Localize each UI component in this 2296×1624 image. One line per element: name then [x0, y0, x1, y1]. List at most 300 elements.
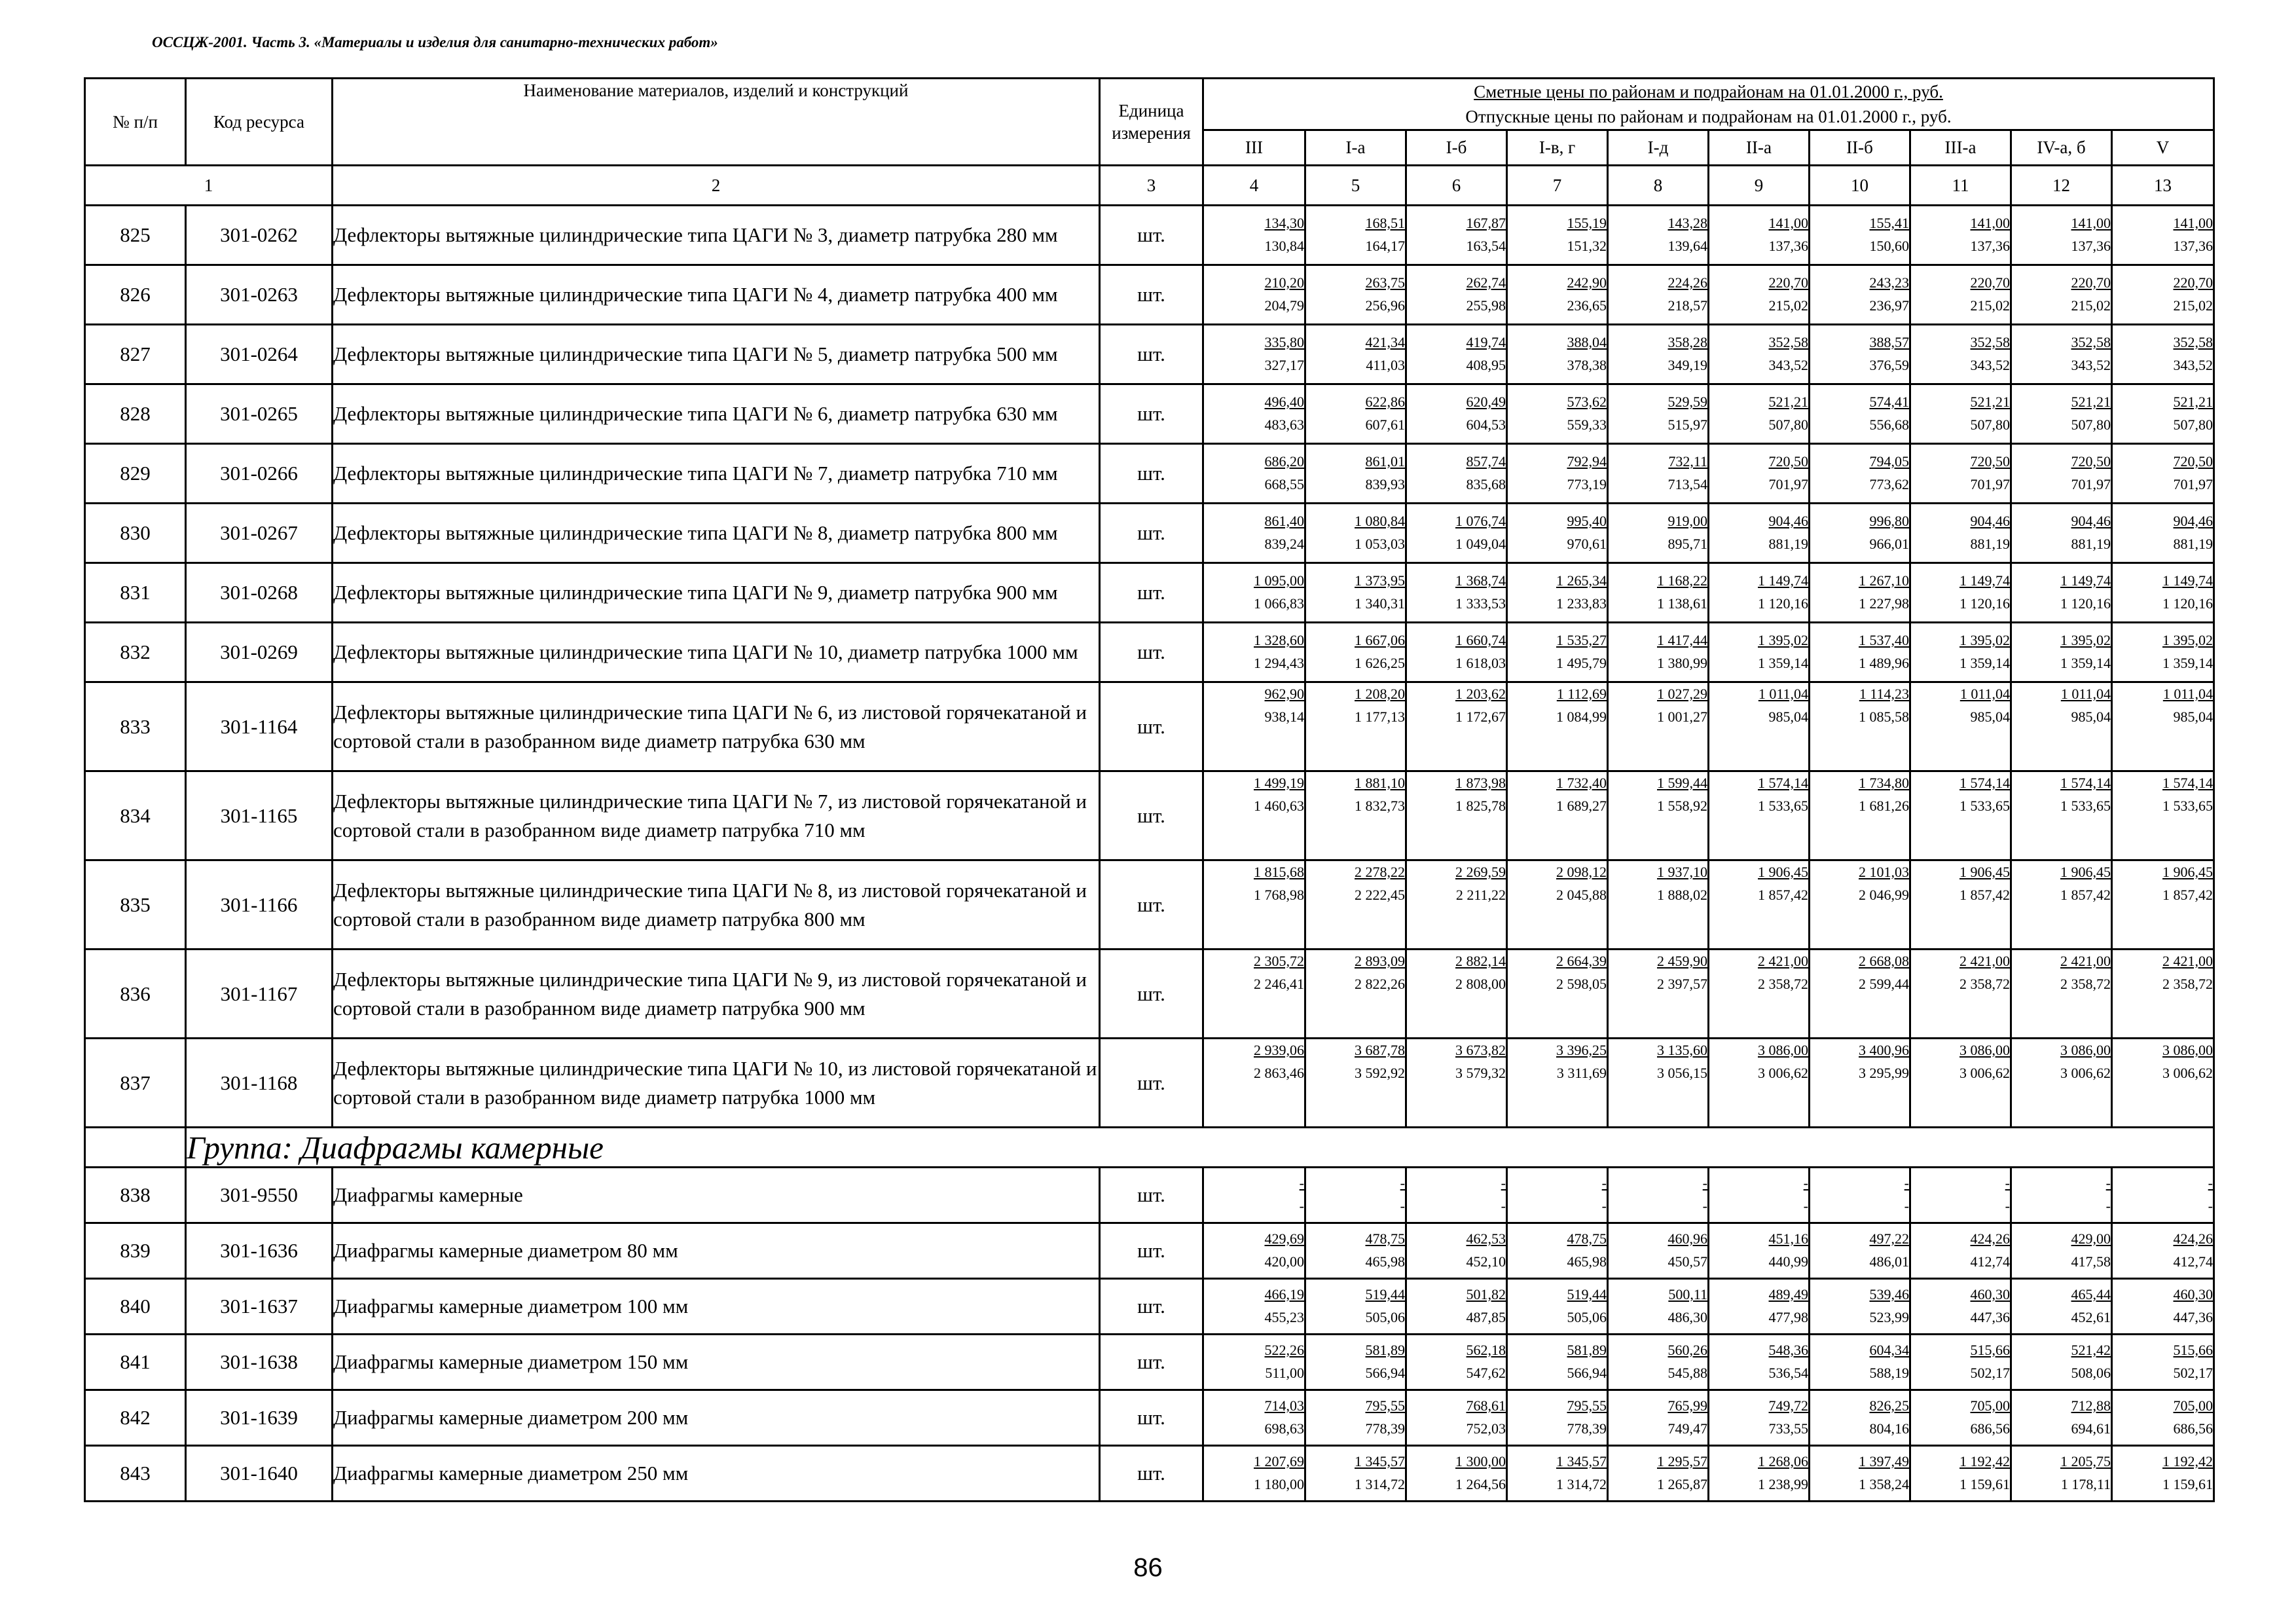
price-cell	[1910, 325, 2011, 384]
price-cell	[2011, 504, 2112, 563]
price-cell	[1608, 771, 1709, 860]
price-cell	[1608, 1223, 1709, 1279]
estimate-price: 2 939,06	[1254, 1042, 1304, 1058]
price-cell	[2011, 1039, 2112, 1128]
price-title-release: Отпускные цены по районам и подрайонам на 01.01.2000 г., руб.	[1465, 107, 1952, 126]
estimate-price: 2 421,00	[2162, 953, 2213, 969]
release-price: 343,52	[1768, 357, 1808, 373]
estimate-price: 3 086,00	[2060, 1042, 2111, 1058]
release-price: 137,36	[2071, 238, 2111, 254]
price-cell	[1910, 206, 2011, 265]
table-row	[85, 860, 2214, 950]
estimate-price: 429,00	[2071, 1230, 2111, 1247]
estimate-price: 2 893,09	[1355, 953, 1405, 969]
price-cell	[1305, 682, 1406, 771]
table-row	[85, 563, 2214, 623]
estimate-price: 705,00	[1970, 1397, 2010, 1414]
price-cell	[1406, 771, 1507, 860]
release-price: 139,64	[1667, 238, 1707, 254]
col-header-num: № п/п	[85, 79, 186, 166]
estimate-price: 421,34	[1365, 334, 1405, 350]
unit: шт.	[1100, 1168, 1203, 1223]
price-cell	[2011, 1335, 2112, 1390]
estimate-price: 1 660,74	[1455, 632, 1506, 648]
price-cell	[1709, 384, 1810, 444]
release-price: 450,57	[1667, 1253, 1707, 1270]
release-price: 881,19	[1768, 536, 1808, 552]
release-price: 327,17	[1264, 357, 1304, 373]
estimate-price: 497,22	[1869, 1230, 1909, 1247]
estimate-price: 1 149,74	[2060, 572, 2111, 589]
page-number: 86	[1133, 1553, 1163, 1582]
table-row	[85, 384, 2214, 444]
release-price: 150,60	[1869, 238, 1909, 254]
price-cell	[1709, 950, 1810, 1039]
release-price: 938,14	[1264, 709, 1304, 725]
estimate-price: 1 574,14	[1959, 775, 2010, 791]
price-cell	[1203, 265, 1305, 325]
estimate-price: 2 421,00	[2060, 953, 2111, 969]
price-cell	[2011, 265, 2112, 325]
estimate-price: 1 114,23	[1859, 686, 1909, 702]
item-name: Дефлекторы вытяжные цилиндрические типа ЦАГИ № 10, из листовой горячекатаной и сортовой стали в разобранном виде диаметр патрубка 1000 мм	[333, 1039, 1100, 1128]
estimate-price: -	[1904, 1175, 1909, 1191]
estimate-price: 155,41	[1869, 215, 1909, 231]
price-cell	[1305, 771, 1406, 860]
estimate-price: 462,53	[1466, 1230, 1506, 1247]
column-number: 4	[1203, 166, 1305, 206]
release-price: -	[1601, 1198, 1607, 1214]
price-cell	[1507, 1335, 1608, 1390]
release-price: 1 681,26	[1859, 798, 1909, 814]
estimate-price: 220,70	[2071, 274, 2111, 291]
column-number: 9	[1709, 166, 1810, 206]
price-cell	[1709, 1390, 1810, 1446]
estimate-price: 1 368,74	[1455, 572, 1506, 589]
price-cell	[1305, 384, 1406, 444]
price-cell	[1910, 1446, 2011, 1502]
estimate-price: 1 395,02	[1758, 632, 1808, 648]
release-price: 1 359,14	[2162, 655, 2213, 671]
release-price: 686,56	[1970, 1420, 2010, 1437]
release-price: 502,17	[1970, 1365, 2010, 1381]
item-name: Дефлекторы вытяжные цилиндрические типа ЦАГИ № 6, из листовой горячекатаной и сортовой стали в разобранном виде диаметр патрубка 630 мм	[333, 682, 1100, 771]
price-cell	[2011, 206, 2112, 265]
release-price: 1 085,58	[1859, 709, 1909, 725]
price-cell	[1810, 623, 1910, 682]
estimate-price: 1 265,34	[1556, 572, 1607, 589]
release-price: 465,98	[1365, 1253, 1405, 1270]
price-cell	[1709, 1446, 1810, 1502]
release-price: -	[2005, 1198, 2010, 1214]
price-cell	[1810, 1335, 1910, 1390]
price-cell	[1507, 1223, 1608, 1279]
unit: шт.	[1100, 682, 1203, 771]
table-row	[85, 1168, 2214, 1223]
price-cell	[2112, 771, 2214, 860]
price-cell	[2011, 1390, 2112, 1446]
release-price: 2 045,88	[1556, 887, 1607, 903]
release-price: 2 222,45	[1355, 887, 1405, 903]
release-price: 1 233,83	[1556, 595, 1607, 612]
estimate-price: -	[1299, 1175, 1304, 1191]
price-cell	[1810, 1039, 1910, 1128]
estimate-price: 2 664,39	[1556, 953, 1607, 969]
item-name: Диафрагмы камерные диаметром 100 мм	[333, 1279, 1100, 1335]
release-price: 588,19	[1869, 1365, 1909, 1381]
price-cell	[2011, 384, 2112, 444]
resource-code: 301-1164	[186, 682, 333, 771]
release-price: -	[1904, 1198, 1909, 1214]
price-cell	[1910, 771, 2011, 860]
estimate-price: 1 373,95	[1355, 572, 1405, 589]
estimate-price: 521,21	[1768, 394, 1808, 410]
region-header: V	[2112, 130, 2214, 166]
estimate-price: 712,88	[2071, 1397, 2111, 1414]
estimate-price: 3 135,60	[1657, 1042, 1707, 1058]
price-cell	[1608, 325, 1709, 384]
estimate-price: 1 345,57	[1556, 1453, 1607, 1469]
row-number: 842	[85, 1390, 186, 1446]
release-price: 3 056,15	[1657, 1065, 1707, 1081]
estimate-price: 857,74	[1466, 453, 1506, 470]
price-cell	[1709, 206, 1810, 265]
estimate-price: 1 011,04	[1758, 686, 1808, 702]
price-cell	[1406, 1168, 1507, 1223]
estimate-price: 1 906,45	[2162, 864, 2213, 880]
row-number: 829	[85, 444, 186, 504]
price-cell	[1910, 1390, 2011, 1446]
price-cell	[1203, 1223, 1305, 1279]
release-price: 1 825,78	[1455, 798, 1506, 814]
release-price: 256,96	[1365, 297, 1405, 314]
estimate-price: 581,89	[1567, 1342, 1607, 1358]
estimate-price: 1 207,69	[1254, 1453, 1304, 1469]
price-cell	[1305, 950, 1406, 1039]
price-cell	[2011, 771, 2112, 860]
release-price: 1 857,42	[1758, 887, 1808, 903]
price-cell	[1203, 860, 1305, 950]
estimate-price: 424,26	[2173, 1230, 2213, 1247]
estimate-price: 521,21	[1970, 394, 2010, 410]
release-price: 1 265,87	[1657, 1476, 1707, 1492]
release-price: 1 049,04	[1455, 536, 1506, 552]
estimate-price: 539,46	[1869, 1286, 1909, 1302]
price-cell	[1305, 1168, 1406, 1223]
region-header: I-б	[1406, 130, 1507, 166]
price-cell	[1305, 504, 1406, 563]
estimate-price: 995,40	[1567, 513, 1607, 529]
release-price: 778,39	[1567, 1420, 1607, 1437]
release-price: 343,52	[2173, 357, 2213, 373]
item-name: Дефлекторы вытяжные цилиндрические типа ЦАГИ № 5, диаметр патрубка 500 мм	[333, 325, 1100, 384]
estimate-price: 861,01	[1365, 453, 1405, 470]
estimate-price: -	[1601, 1175, 1607, 1191]
row-number: 837	[85, 1039, 186, 1128]
release-price: 1 178,11	[2060, 1476, 2111, 1492]
estimate-price: 521,21	[2173, 394, 2213, 410]
estimate-price: 826,25	[1869, 1397, 1909, 1414]
price-cell	[1910, 444, 2011, 504]
release-price: 1 857,42	[2162, 887, 2213, 903]
release-price: 778,39	[1365, 1420, 1405, 1437]
release-price: 2 211,22	[1455, 887, 1506, 903]
price-cell	[1608, 384, 1709, 444]
resource-code: 301-0262	[186, 206, 333, 265]
release-price: 895,71	[1667, 536, 1707, 552]
estimate-price: 460,96	[1667, 1230, 1707, 1247]
region-header: I-д	[1608, 130, 1709, 166]
price-cell	[1709, 1223, 1810, 1279]
estimate-price: 996,80	[1869, 513, 1909, 529]
release-price: 1 172,67	[1455, 709, 1506, 725]
release-price: 408,95	[1466, 357, 1506, 373]
estimate-price: 1 397,49	[1859, 1453, 1909, 1469]
price-cell	[1709, 504, 1810, 563]
release-price: 215,02	[1970, 297, 2010, 314]
price-cell	[1203, 950, 1305, 1039]
release-price: 452,61	[2071, 1309, 2111, 1325]
price-cell	[1810, 1390, 1910, 1446]
unit: шт.	[1100, 265, 1203, 325]
price-cell	[1406, 504, 1507, 563]
estimate-price: 134,30	[1264, 215, 1304, 231]
estimate-price: 1 267,10	[1859, 572, 1909, 589]
estimate-price: 1 732,40	[1556, 775, 1607, 791]
item-name: Дефлекторы вытяжные цилиндрические типа ЦАГИ № 7, диаметр патрубка 710 мм	[333, 444, 1100, 504]
column-number: 2	[333, 166, 1100, 206]
region-header: III-а	[1910, 130, 2011, 166]
estimate-price: 519,44	[1567, 1286, 1607, 1302]
release-price: 545,88	[1667, 1365, 1707, 1381]
price-cell	[1910, 1039, 2011, 1128]
estimate-price: 1 395,02	[2060, 632, 2111, 648]
price-cell	[1608, 1390, 1709, 1446]
release-price: 1 768,98	[1254, 887, 1304, 903]
estimate-price: 3 673,82	[1455, 1042, 1506, 1058]
release-price: 1 558,92	[1657, 798, 1707, 814]
column-number: 8	[1608, 166, 1709, 206]
resource-code: 301-1167	[186, 950, 333, 1039]
release-price: 505,06	[1567, 1309, 1607, 1325]
row-number: 838	[85, 1168, 186, 1223]
estimate-price: 388,57	[1869, 334, 1909, 350]
estimate-price: 335,80	[1264, 334, 1304, 350]
region-header: IV-а, б	[2011, 130, 2112, 166]
price-cell	[1406, 444, 1507, 504]
estimate-price: 904,46	[2071, 513, 2111, 529]
release-price: -	[1400, 1198, 1405, 1214]
estimate-price: 686,20	[1264, 453, 1304, 470]
price-cell	[1608, 563, 1709, 623]
price-cell	[1406, 325, 1507, 384]
estimate-price: 521,42	[2071, 1342, 2111, 1358]
release-price: 507,80	[2071, 416, 2111, 433]
release-price: 970,61	[1567, 536, 1607, 552]
release-price: 412,74	[1970, 1253, 2010, 1270]
release-price: 255,98	[1466, 297, 1506, 314]
release-price: 3 295,99	[1859, 1065, 1909, 1081]
estimate-price: 1 537,40	[1859, 632, 1909, 648]
price-cell	[2011, 860, 2112, 950]
price-cell	[1305, 1446, 1406, 1502]
price-cell	[1406, 265, 1507, 325]
release-price: 130,84	[1264, 238, 1304, 254]
estimate-price: 496,40	[1264, 394, 1304, 410]
table-row	[85, 1390, 2214, 1446]
price-cell	[1203, 771, 1305, 860]
estimate-price: 168,51	[1365, 215, 1405, 231]
price-cell	[2112, 563, 2214, 623]
price-cell	[1608, 623, 1709, 682]
price-cell	[1406, 563, 1507, 623]
release-price: 2 246,41	[1254, 976, 1304, 992]
table-row	[85, 1446, 2214, 1502]
estimate-price: 466,19	[1264, 1286, 1304, 1302]
price-cell	[1507, 444, 1608, 504]
row-number: 832	[85, 623, 186, 682]
estimate-price: 1 535,27	[1556, 632, 1607, 648]
price-cell	[1709, 265, 1810, 325]
price-cell	[1810, 1168, 1910, 1223]
col-header-prices	[1203, 79, 2214, 130]
price-cell	[1203, 206, 1305, 265]
release-price: 452,10	[1466, 1253, 1506, 1270]
resource-code: 301-1638	[186, 1335, 333, 1390]
release-price: 349,19	[1667, 357, 1707, 373]
estimate-price: 501,82	[1466, 1286, 1506, 1302]
release-price: 2 358,72	[1959, 976, 2010, 992]
resource-code: 301-0267	[186, 504, 333, 563]
release-price: 343,52	[1970, 357, 2010, 373]
item-name: Дефлекторы вытяжные цилиндрические типа ЦАГИ № 7, из листовой горячекатаной и сортовой стали в разобранном виде диаметр патрубка 710 мм	[333, 771, 1100, 860]
release-price: 137,36	[1768, 238, 1808, 254]
estimate-price: -	[2105, 1175, 2111, 1191]
estimate-price: 548,36	[1768, 1342, 1808, 1358]
release-price: 3 006,62	[2060, 1065, 2111, 1081]
release-price: 1 857,42	[1959, 887, 2010, 903]
price-cell	[2011, 1223, 2112, 1279]
column-number: 6	[1406, 166, 1507, 206]
estimate-price: 1 300,00	[1455, 1453, 1506, 1469]
release-price: 2 358,72	[2060, 976, 2111, 992]
release-price: 215,02	[2173, 297, 2213, 314]
price-cell	[1810, 444, 1910, 504]
estimate-price: 1 906,45	[1959, 864, 2010, 880]
price-cell	[1507, 504, 1608, 563]
release-price: 1 380,99	[1657, 655, 1707, 671]
estimate-price: 574,41	[1869, 394, 1909, 410]
estimate-price: 465,44	[2071, 1286, 2111, 1302]
unit: шт.	[1100, 1335, 1203, 1390]
release-price: 547,62	[1466, 1365, 1506, 1381]
unit: шт.	[1100, 623, 1203, 682]
release-price: 1 227,98	[1859, 595, 1909, 612]
price-cell	[2011, 325, 2112, 384]
estimate-price: 220,70	[1768, 274, 1808, 291]
col-header-name: Наименование материалов, изделий и конструкций	[333, 79, 1100, 166]
release-price: 420,00	[1264, 1253, 1304, 1270]
unit: шт.	[1100, 860, 1203, 950]
release-price: 835,68	[1466, 476, 1506, 492]
price-cell	[1507, 1390, 1608, 1446]
table-row	[85, 682, 2214, 771]
resource-code: 301-1168	[186, 1039, 333, 1128]
price-cell	[2011, 1279, 2112, 1335]
table-row	[85, 504, 2214, 563]
column-number: 10	[1810, 166, 1910, 206]
column-number: 12	[2011, 166, 2112, 206]
release-price: 236,65	[1567, 297, 1607, 314]
item-name: Дефлекторы вытяжные цилиндрические типа ЦАГИ № 4, диаметр патрубка 400 мм	[333, 265, 1100, 325]
price-cell	[1305, 623, 1406, 682]
estimate-price: 2 101,03	[1859, 864, 1909, 880]
estimate-price: 220,70	[1970, 274, 2010, 291]
price-cell	[1608, 504, 1709, 563]
estimate-price: 352,58	[2071, 334, 2111, 350]
estimate-price: 720,50	[1768, 453, 1808, 470]
release-price: 2 822,26	[1355, 976, 1405, 992]
price-cell	[2112, 206, 2214, 265]
table-body	[85, 206, 2214, 1502]
release-price: 3 006,62	[1758, 1065, 1808, 1081]
price-cell	[1507, 265, 1608, 325]
price-cell	[1709, 1279, 1810, 1335]
region-header: II-а	[1709, 130, 1810, 166]
release-price: 1 084,99	[1556, 709, 1607, 725]
price-cell	[1810, 771, 1910, 860]
estimate-price: 720,50	[1970, 453, 2010, 470]
price-cell	[1709, 771, 1810, 860]
estimate-price: 749,72	[1768, 1397, 1808, 1414]
price-cell	[1507, 860, 1608, 950]
release-price: 2 863,46	[1254, 1065, 1304, 1081]
release-price: 1 626,25	[1355, 655, 1405, 671]
release-price: 1 053,03	[1355, 536, 1405, 552]
release-price: 773,19	[1567, 476, 1607, 492]
release-price: 343,52	[2071, 357, 2111, 373]
price-cell	[1608, 1168, 1709, 1223]
price-cell	[2011, 682, 2112, 771]
estimate-price: 220,70	[2173, 274, 2213, 291]
price-cell	[1910, 563, 2011, 623]
table-row	[85, 771, 2214, 860]
price-cell	[1507, 1039, 1608, 1128]
price-cell	[1709, 563, 1810, 623]
price-cell	[1507, 1279, 1608, 1335]
price-cell	[2112, 1223, 2214, 1279]
estimate-price: 2 421,00	[1959, 953, 2010, 969]
estimate-price: 604,34	[1869, 1342, 1909, 1358]
price-cell	[1910, 1279, 2011, 1335]
release-price: 881,19	[1970, 536, 2010, 552]
row-number: 836	[85, 950, 186, 1039]
estimate-price: 581,89	[1365, 1342, 1405, 1358]
row-number: 839	[85, 1223, 186, 1279]
release-price: 151,32	[1567, 238, 1607, 254]
release-price: 1 120,16	[2060, 595, 2111, 612]
region-header: I-в, г	[1507, 130, 1608, 166]
row-number: 841	[85, 1335, 186, 1390]
col-header-code: Код ресурса	[186, 79, 333, 166]
release-price: 236,97	[1869, 297, 1909, 314]
estimate-price: 1 937,10	[1657, 864, 1707, 880]
release-price: 985,04	[1768, 709, 1808, 725]
estimate-price: 573,62	[1567, 394, 1607, 410]
release-price: 566,94	[1567, 1365, 1607, 1381]
release-price: 507,80	[1768, 416, 1808, 433]
price-cell	[1709, 682, 1810, 771]
